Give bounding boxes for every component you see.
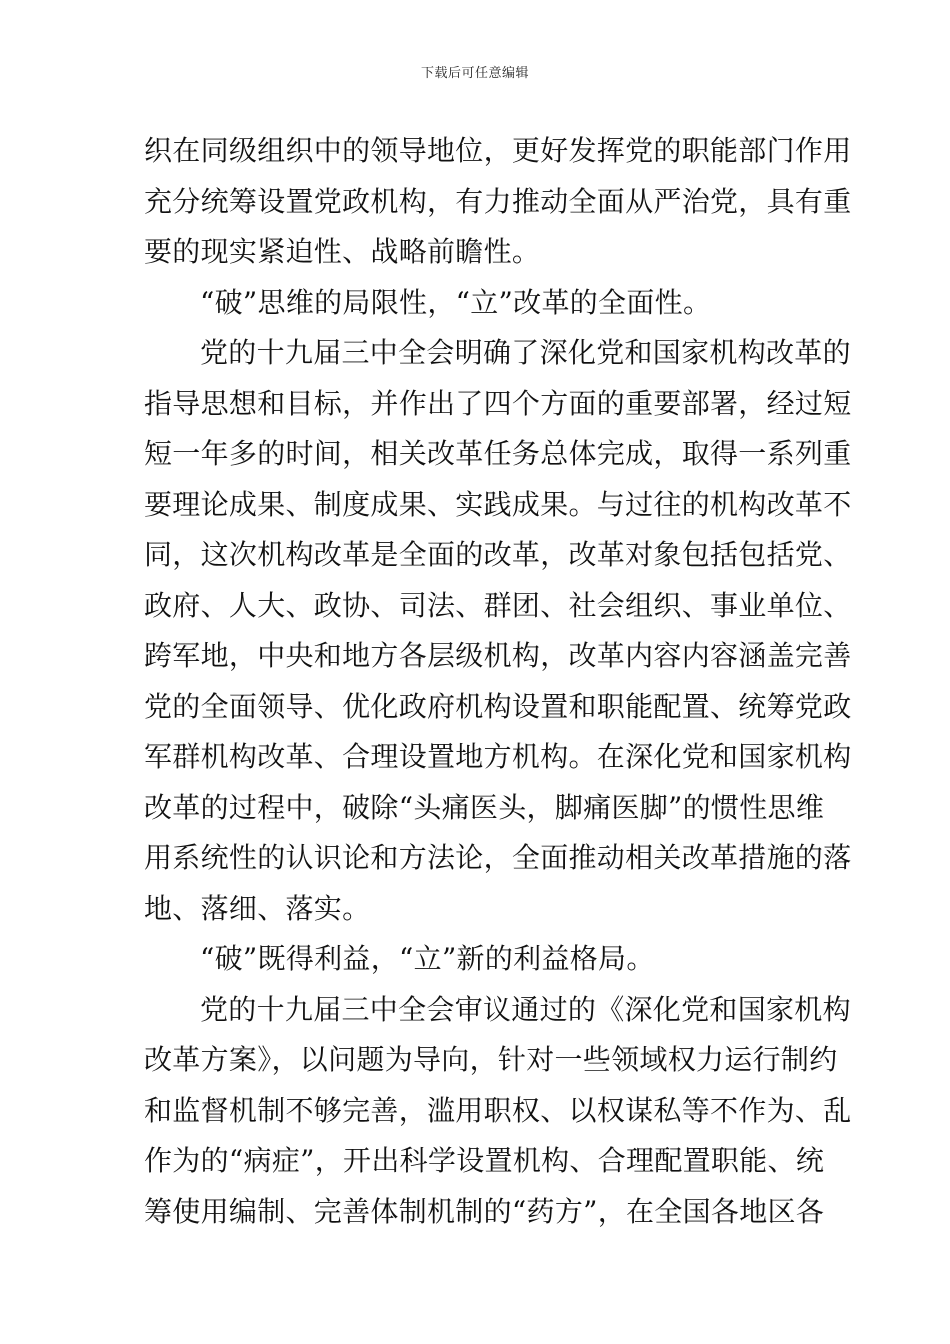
paragraph-start: 党的十九届三中全会明确了深化党和国家机构改革的 xyxy=(200,336,851,369)
text-line: 党的全面领导、优化政府机构设置和职能配置、统筹党政 xyxy=(144,689,852,723)
body-text xyxy=(144,126,852,1237)
text-line: 改革方案》，以问题为导向，针对一些领域权力运行制约 xyxy=(144,1043,838,1076)
text-line: 政府、人大、政协、司法、群团、社会组织、事业单位、 xyxy=(144,588,852,622)
text-line: 同，这次机构改革是全面的改革，改革对象包括包括党、 xyxy=(144,538,852,571)
section-heading: “破”既得利益，“立”新的利益格局。 xyxy=(200,942,655,975)
text-line: 军群机构改革、合理设置地方机构。在深化党和国家机构 xyxy=(144,740,852,773)
text-line: 作为的“病症”，开出科学设置机构、合理配置职能、统 xyxy=(144,1144,825,1177)
paragraph-start: 党的十九届三中全会审议通过的《深化党和国家机构 xyxy=(200,992,851,1026)
section-heading: “破”思维的局限性，“立”改革的全面性。 xyxy=(200,285,712,319)
text-line: 用系统性的认识论和方法论，全面推动相关改革措施的落 xyxy=(144,841,852,874)
text-line: 改革的过程中，破除“头痛医头，脚痛医脚”的惯性思维 xyxy=(144,790,825,824)
text-line: 地、落细、落实。 xyxy=(144,891,371,925)
text-line: 短一年多的时间，相关改革任务总体完成，取得一系列重 xyxy=(144,437,852,470)
text-line: 指导思想和目标，并作出了四个方面的重要部署，经过短 xyxy=(144,386,852,420)
text-line: 和监督机制不够完善，滥用职权、以权谋私等不作为、乱 xyxy=(144,1093,852,1127)
text-line: 织在同级组织中的领导地位，更好发挥党的职能部门作用 xyxy=(144,134,852,167)
text-line: 跨军地，中央和地方各层级机构，改革内容内容涵盖完善 xyxy=(144,639,852,672)
text-line: 筹使用编制、完善体制机制的“药方”，在全国各地区各 xyxy=(144,1194,825,1228)
text-line: 要的现实紧迫性、战略前瞻性。 xyxy=(144,235,541,268)
text-line: 充分统筹设置党政机构，有力推动全面从严治党，具有重 xyxy=(144,184,852,218)
text-line: 要理论成果、制度成果、实践成果。与过往的机构改革不 xyxy=(144,487,852,521)
page-header: 下载后可任意编辑 xyxy=(420,66,529,81)
